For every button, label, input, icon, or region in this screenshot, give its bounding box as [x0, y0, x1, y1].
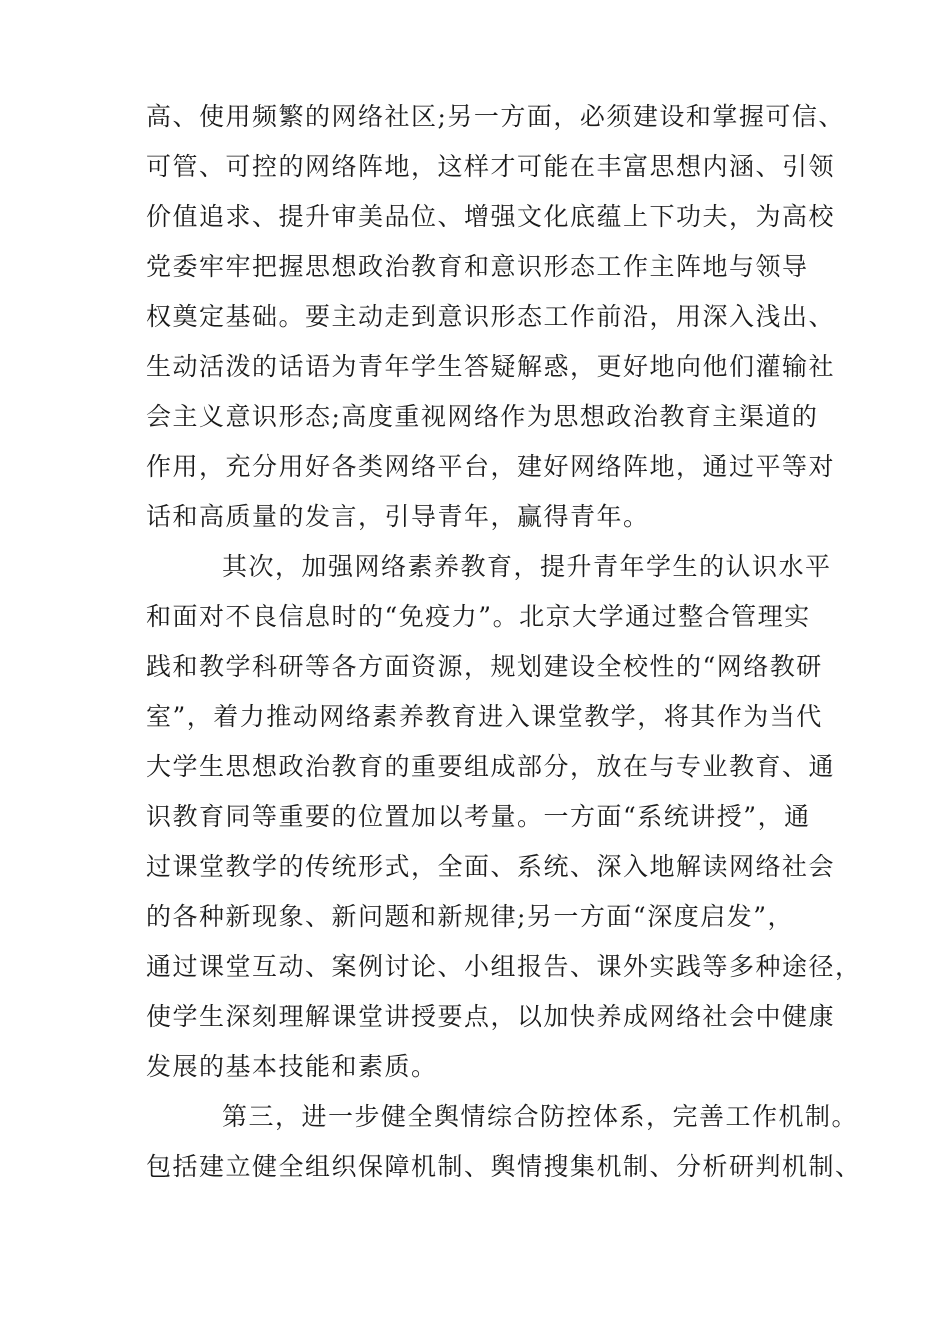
text-line: 作用，充分用好各类网络平台，建好网络阵地，通过平等对 [146, 452, 836, 481]
text-line: 和面对不良信息时的“免疫力”。北京大学通过整合管理实 [146, 602, 811, 631]
text-line: 识教育同等重要的位置加以考量。一方面“系统讲授”，通 [146, 802, 811, 831]
paragraph-start-line: 其次，加强网络素养教育，提升青年学生的认识水平 [222, 552, 832, 581]
text-line: 会主义意识形态;高度重视网络作为思想政治教育主渠道的 [146, 402, 819, 431]
text-line: 发展的基本技能和素质。 [146, 1052, 438, 1081]
text-line: 包括建立健全组织保障机制、舆情搜集机制、分析研判机制、 [146, 1152, 862, 1181]
text-line: 权奠定基础。要主动走到意识形态工作前沿，用深入浅出、 [146, 302, 836, 331]
text-line: 价值追求、提升审美品位、增强文化底蕴上下功夫，为高校 [146, 202, 836, 231]
text-line: 高、使用频繁的网络社区;另一方面，必须建设和掌握可信、 [146, 102, 845, 131]
text-line: 使学生深刻理解课堂讲授要点，以加快养成网络社会中健康 [146, 1002, 836, 1031]
text-line: 话和高质量的发言，引导青年，赢得青年。 [146, 502, 650, 531]
text-line: 过课堂教学的传统形式，全面、系统、深入地解读网络社会 [146, 852, 836, 881]
text-line: 通过课堂互动、案例讨论、小组报告、课外实践等多种途径， [146, 952, 862, 981]
text-line: 生动活泼的话语为青年学生答疑解惑，更好地向他们灌输社 [146, 352, 836, 381]
text-line: 践和教学科研等各方面资源，规划建设全校性的“网络教研 [146, 652, 823, 681]
text-line: 室”，着力推动网络素养教育进入课堂教学，将其作为当代 [146, 702, 823, 731]
text-line: 的各种新现象、新问题和新规律;另一方面“深度启发”， [146, 902, 794, 931]
text-line: 可管、可控的网络阵地，这样才可能在丰富思想内涵、引领 [146, 152, 836, 181]
text-line: 党委牢牢把握思想政治教育和意识形态工作主阵地与领导 [146, 252, 809, 281]
text-line: 大学生思想政治教育的重要组成部分，放在与专业教育、通 [146, 752, 836, 781]
paragraph-start-line: 第三，进一步健全舆情综合防控体系，完善工作机制。 [222, 1102, 859, 1131]
